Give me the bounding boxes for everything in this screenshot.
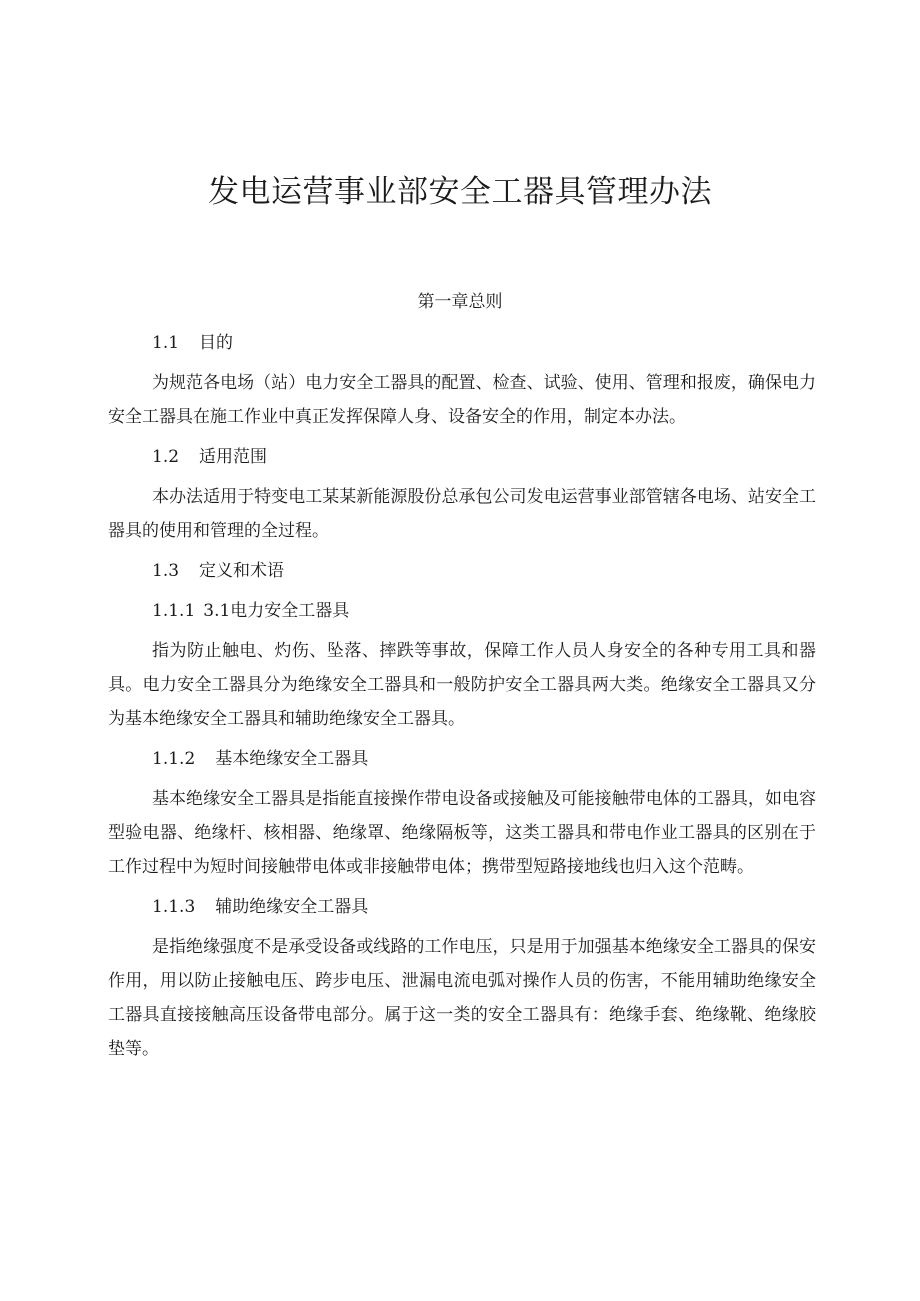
- subsection-heading: [108, 742, 816, 776]
- paragraph: 指为防止触电、灼伤、坠落、摔跌等事故，保障工作人员人身安全的各种专用工具和器具。电力安全工器具分为绝缘安全工器具和一般防护安全工器具两大类。绝缘安全工器具又分为基本绝缘安全工器具和辅助绝缘安全工器具。: [108, 641, 816, 729]
- section-heading: [108, 440, 816, 474]
- chapter-heading: 第一章总则: [417, 292, 503, 312]
- section-heading: [108, 326, 816, 360]
- section-number: 1.1: [152, 333, 180, 353]
- section-number: 1.2: [152, 447, 180, 467]
- section-title: 适用范围: [199, 447, 268, 467]
- section-number: 1.1.3: [152, 897, 196, 917]
- section-title: 3.1电力安全工器具: [203, 601, 350, 621]
- paragraph: 是指绝缘强度不是承受设备或线路的工作电压，只是用于加强基本绝缘安全工器具的保安作用，用以防止接触电压、跨步电压、泄漏电流电弧对操作人员的伤害，不能用辅助绝缘安全工器具直接接触高压设备带电部分。属于这一类的安全工器具有：绝缘手套、绝缘靴、绝缘胶垫等。: [108, 937, 816, 1059]
- section-number: 1.1.1: [152, 601, 196, 621]
- paragraph: 为规范各电场（站）电力安全工器具的配置、检查、试验、使用、管理和报废，确保电力安全工器具在施工作业中真正发挥保障人身、设备安全的作用，制定本办法。: [108, 373, 816, 427]
- section-heading: [108, 554, 816, 588]
- section-title: 基本绝缘安全工器具: [215, 749, 369, 769]
- section-title: 定义和术语: [199, 561, 285, 581]
- document-body: [108, 326, 816, 1072]
- paragraph: 基本绝缘安全工器具是指能直接操作带电设备或接触及可能接触带电体的工器具，如电容型验电器、绝缘杆、核相器、绝缘罩、绝缘隔板等，这类工器具和带电作业工器具的区别在于工作过程中为短时间接触带电体或非接触带电体；携带型短路接地线也归入这个范畴。: [108, 789, 816, 877]
- document-title: 发电运营事业部安全工器具管理办法: [208, 174, 712, 210]
- section-number: 1.1.2: [152, 749, 196, 769]
- subsection-heading: [108, 890, 816, 924]
- subsection-heading: [108, 594, 816, 628]
- section-number: 1.3: [152, 561, 180, 581]
- section-title: 辅助绝缘安全工器具: [215, 897, 369, 917]
- paragraph: 本办法适用于特变电工某某新能源股份总承包公司发电运营事业部管辖各电场、站安全工器具的使用和管理的全过程。: [108, 487, 816, 541]
- section-title: 目的: [199, 333, 234, 353]
